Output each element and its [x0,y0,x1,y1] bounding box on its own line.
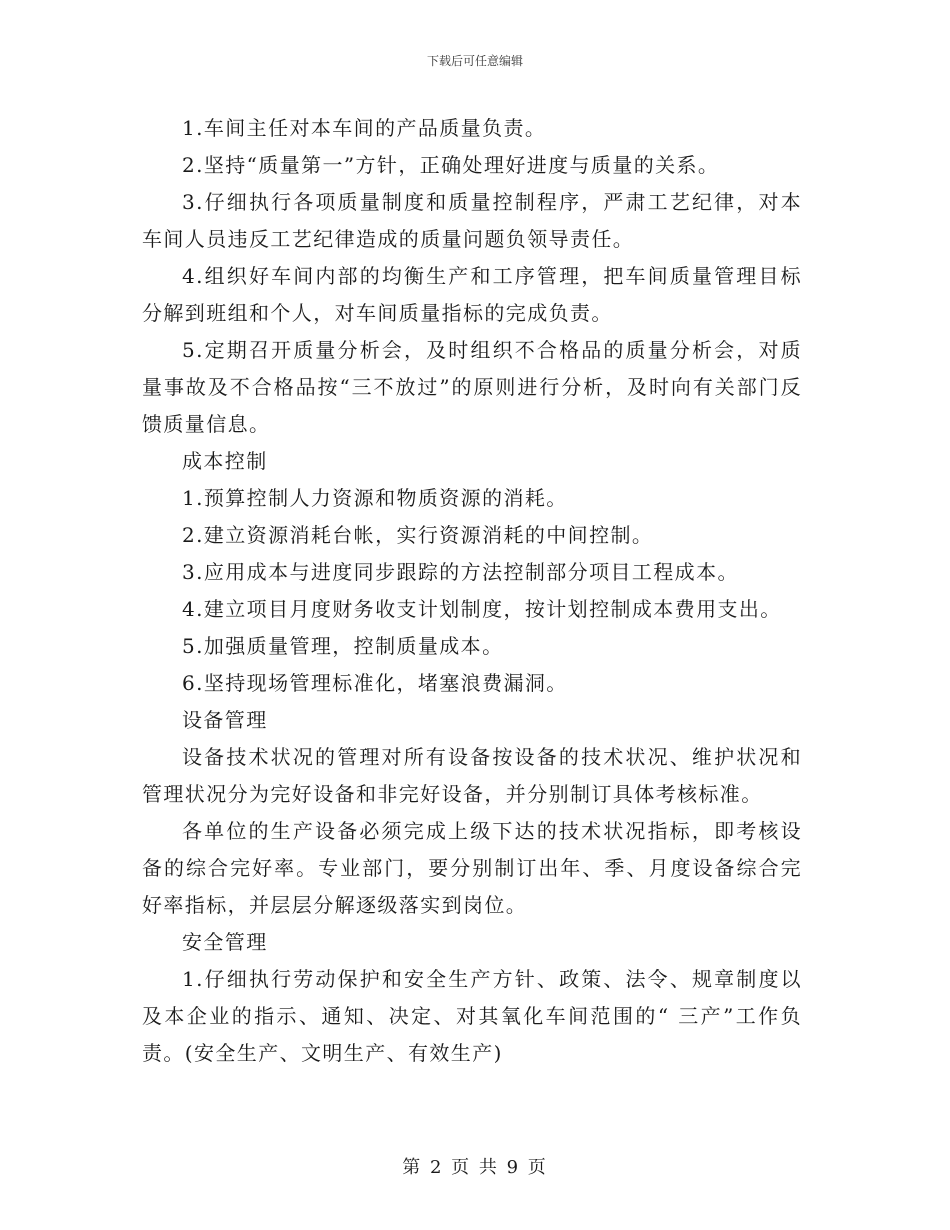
page-footer: 第 2 页 共 9 页 [402,1157,548,1178]
paragraph-safety-1: 1.仔细执行劳动保护和安全生产方针、政策、法令、规章制度以及本企业的指示、通知、决定、对其氧化车间范围的“ 三产”工作负责。(安全生产、文明生产、有效生产) [142,967,802,1065]
paragraph-cost-5: 5.加强质量管理，控制质量成本。 [182,634,504,658]
paragraph-quality-5: 5.定期召开质量分析会，及时组织不合格品的质量分析会，对质量事故及不合格品按“三不放过”的原则进行分析，及时向有关部门反馈质量信息。 [142,338,802,436]
paragraph-cost-2: 2.建立资源消耗台帐，实行资源消耗的中间控制。 [182,523,654,547]
paragraph-cost-3: 3.应用成本与进度同步跟踪的方法控制部分项目工程成本。 [182,560,739,584]
section-heading-equipment: 设备管理 [182,708,268,732]
paragraph-cost-6: 6.坚持现场管理标准化，堵塞浪费漏洞。 [182,671,568,695]
paragraph-equipment-1: 设备技术状况的管理对所有设备按设备的技术状况、维护状况和管理状况分为完好设备和非完好设备，并分别制订具体考核标准。 [142,745,802,806]
paragraph-quality-3: 3.仔细执行各项质量制度和质量控制程序，严肃工艺纪律，对本车间人员违反工艺纪律造成的质量问题负领导责任。 [142,190,802,251]
section-heading-safety: 安全管理 [182,930,268,954]
paragraph-quality-4: 4.组织好车间内部的均衡生产和工序管理，把车间质量管理目标分解到班组和个人，对车间质量指标的完成负责。 [142,264,802,325]
section-heading-cost-control: 成本控制 [182,449,268,473]
paragraph-quality-1: 1.车间主任对本车间的产品质量负责。 [182,116,547,140]
paragraph-cost-1: 1.预算控制人力资源和物质资源的消耗。 [182,486,568,510]
document-body [142,110,802,1072]
page-header: 下载后可任意编辑 [426,54,523,68]
paragraph-quality-2: 2.坚持“质量第一”方针，正确处理好进度与质量的关系。 [182,153,720,177]
paragraph-cost-4: 4.建立项目月度财务收支计划制度，按计划控制成本费用支出。 [182,597,782,621]
paragraph-equipment-2: 各单位的生产设备必须完成上级下达的技术状况指标，即考核设备的综合完好率。专业部门，要分别制订出年、季、月度设备综合完好率指标，并层层分解逐级落实到岗位。 [142,819,802,917]
